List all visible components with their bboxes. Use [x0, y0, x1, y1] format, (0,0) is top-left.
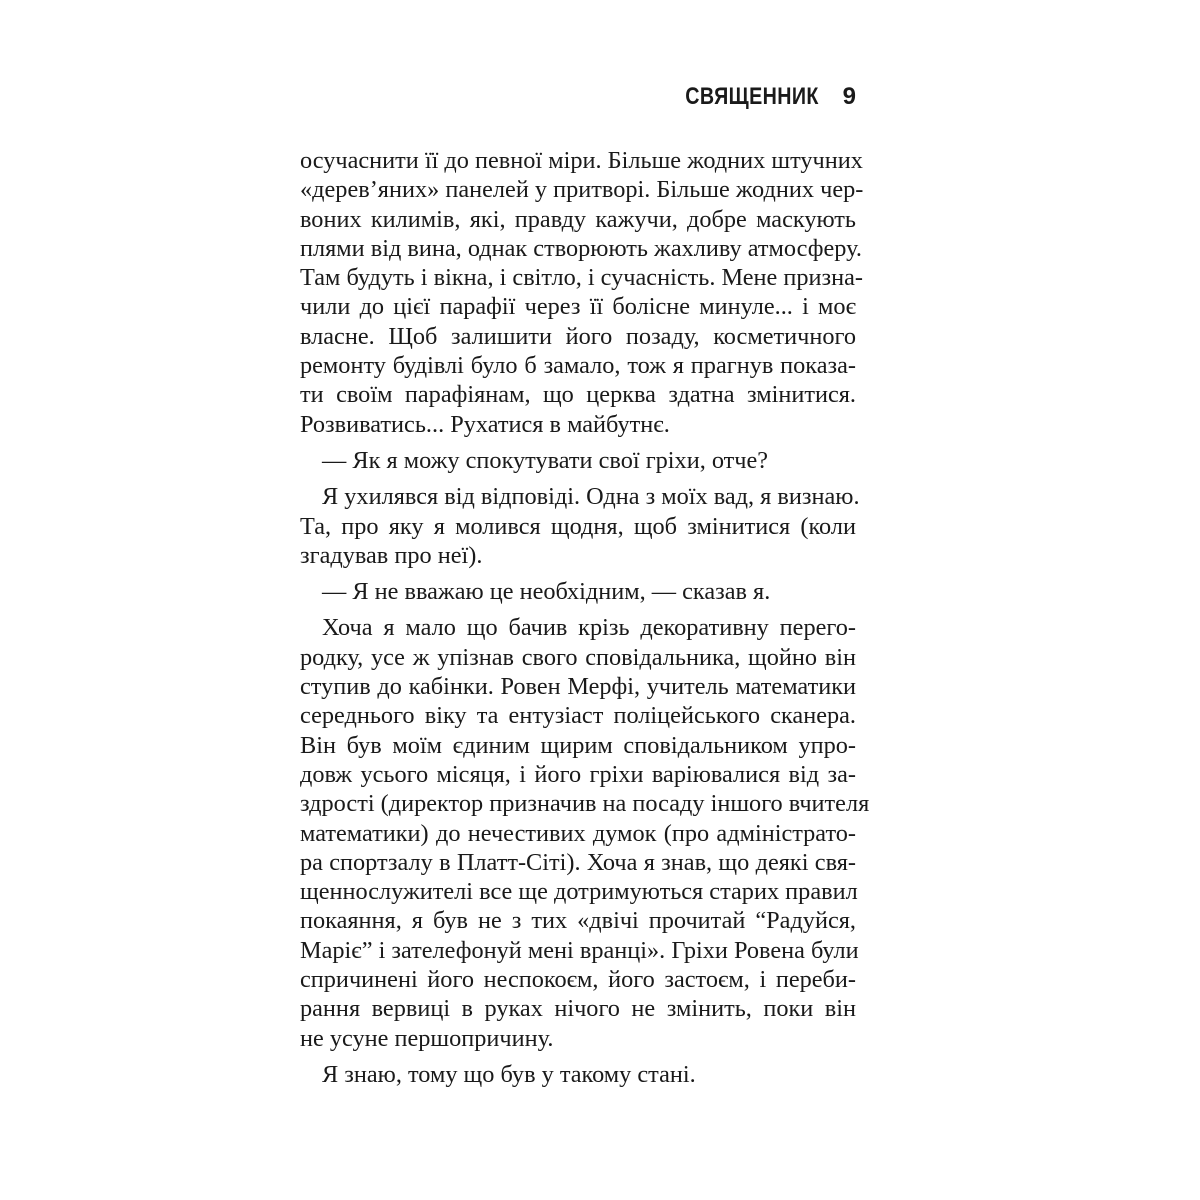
- text-line: ступив до кабінки. Ровен Мерфі, учитель математики: [300, 673, 856, 701]
- text-line: здрості (директор призначив на посаду іншого вчителя: [300, 790, 870, 818]
- text-line: покаяння, я був не з тих «двічі прочитай “Радуйся,: [300, 907, 856, 935]
- text-line: не усуне першопричину.: [300, 1024, 554, 1052]
- text-line: — Як я можу спокутувати свої гріхи, отче?: [322, 446, 769, 474]
- chapter-title: СВЯЩЕННИК: [685, 83, 819, 110]
- text-line: Там будуть і вікна, і світло, і сучасність. Мене призна-: [300, 264, 864, 292]
- text-line: родку, усе ж упізнав свого сповідальника, щойно він: [300, 643, 856, 671]
- text-line: згадував про неї).: [300, 541, 483, 569]
- text-line: щеннослужителі все ще дотримуються старих правил: [300, 878, 858, 906]
- text-line: «дерев’яних» панелей у притворі. Більше жодних чер-: [300, 176, 864, 204]
- text-line: Маріє” і зателефонуй мені вранці». Гріхи Ровена були: [300, 936, 859, 964]
- text-line: Я знаю, тому що був у такому стані.: [322, 1060, 696, 1088]
- text-line: Та, про яку я молився щодня, щоб змінитися (коли: [300, 512, 856, 540]
- body-text: [300, 146, 870, 1089]
- text-line: Розвиватись... Рухатися в майбутнє.: [300, 410, 670, 438]
- text-line: середнього віку та ентузіаст поліцейського сканера.: [300, 702, 856, 730]
- text-line: Я ухилявся від відповіді. Одна з моїх вад, я визнаю.: [322, 483, 860, 511]
- text-line: Він був моїм єдиним щирим сповідальником упро-: [300, 731, 856, 759]
- text-line: воних килимів, які, правду кажучи, добре маскують: [300, 205, 856, 233]
- text-line: ти своїм парафіянам, що церква здатна змінитися.: [300, 381, 856, 409]
- text-line: плями від вина, однак створюють жахливу атмосферу.: [300, 234, 862, 262]
- text-line: чили до цієї парафії через її болісне минуле... і моє: [300, 293, 856, 321]
- text-line: власне. Щоб залишити його позаду, косметичного: [300, 322, 856, 350]
- text-line: математики) до нечестивих думок (про адміністрато-: [300, 819, 856, 847]
- text-line: — Я не вважаю це необхідним, — сказав я.: [322, 578, 771, 606]
- text-line: Хоча я мало що бачив крізь декоративну перего-: [322, 614, 856, 642]
- text-line: осучаснити її до певної міри. Більше жодних штучних: [300, 147, 863, 174]
- running-head: [300, 80, 856, 114]
- text-line: спричинені його неспокоєм, його застоєм, і переби-: [300, 966, 856, 994]
- text-line: ра спортзалу в Платт-Сіті). Хоча я знав, що деякі свя-: [300, 848, 856, 876]
- text-line: рання вервиці в руках нічого не змінить, поки він: [300, 995, 856, 1023]
- text-line: ремонту будівлі було б замало, тож я прагнув показа-: [300, 352, 856, 380]
- text-line: довж усього місяця, і його гріхи варіювалися від за-: [300, 760, 856, 788]
- page-number: 9: [842, 83, 856, 110]
